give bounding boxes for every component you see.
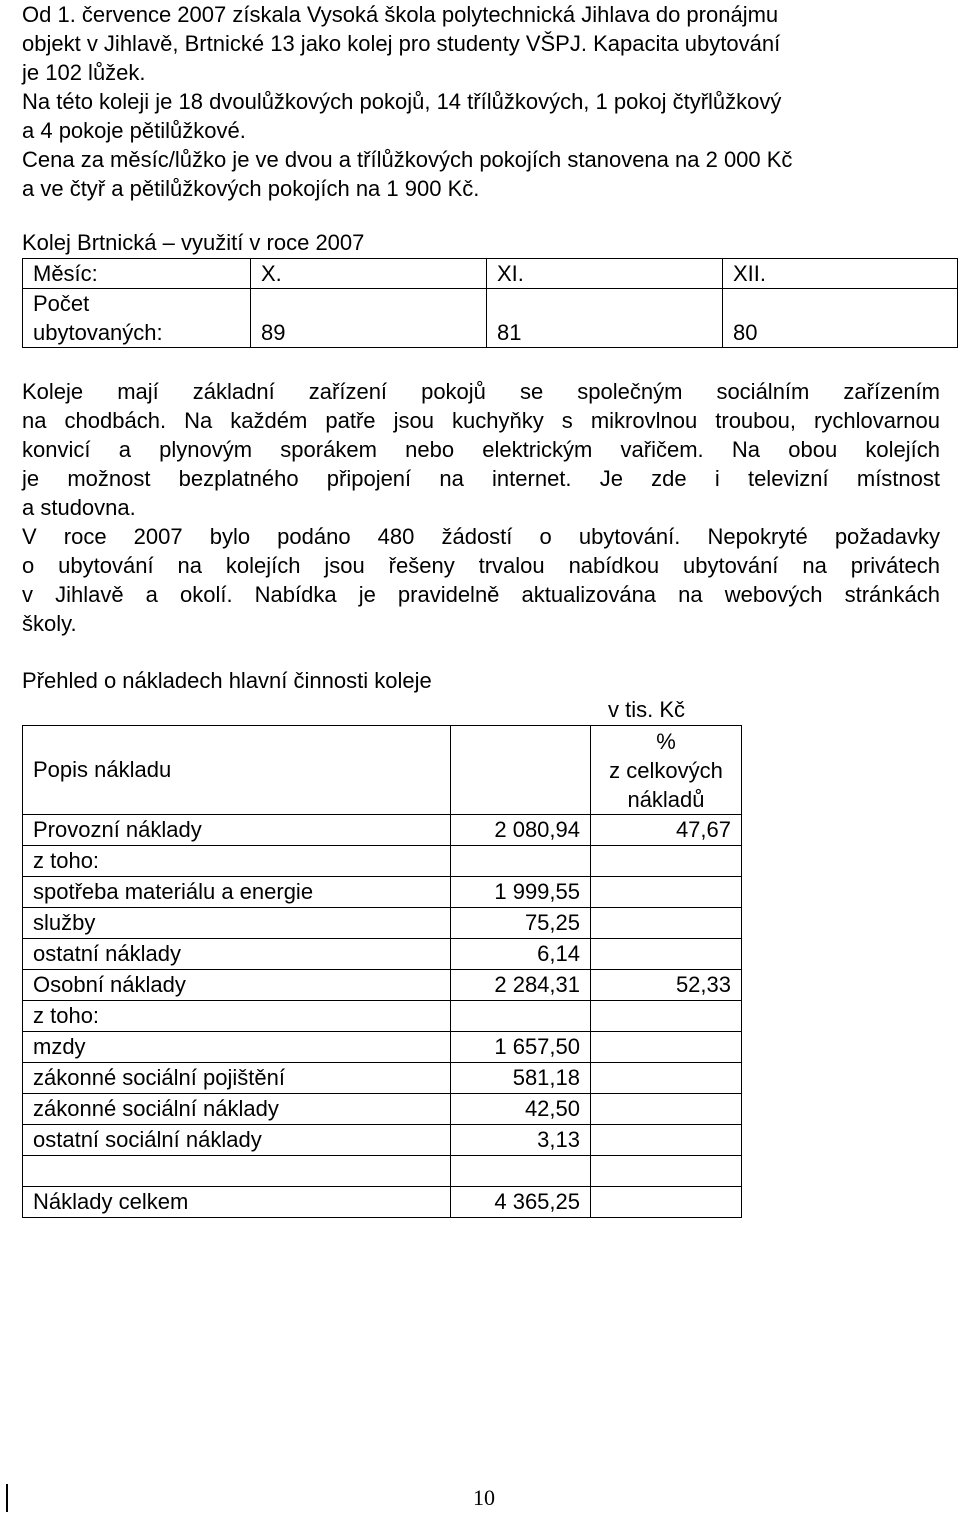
text-line: Od 1. července 2007 získala Vysoká škola polytechnická Jihlava do pronájmu (22, 2, 779, 27)
table-row (23, 1125, 742, 1156)
count-cell: 81 (487, 289, 723, 348)
cost-label: Provozní náklady (23, 815, 451, 846)
count-label (23, 289, 251, 348)
table-row (23, 289, 958, 348)
table-row (23, 970, 742, 1001)
count-cell: 80 (723, 289, 958, 348)
cost-value: 1 999,55 (451, 877, 591, 908)
page-number: 10 (473, 1485, 495, 1510)
empty-cell (591, 1156, 742, 1187)
text-line: a 4 pokoje pětilůžkové. (22, 118, 246, 143)
text-line: V roce 2007 bylo podáno 480 žádostí o ubytování. Nepokryté požadavky (22, 524, 940, 549)
cost-value (451, 846, 591, 877)
text-line: objekt v Jihlavě, Brtnické 13 jako kolej pro studenty VŠPJ. Kapacita ubytování (22, 31, 781, 56)
cost-percent (591, 908, 742, 939)
cost-percent (591, 877, 742, 908)
cost-label: služby (23, 908, 451, 939)
table-spacer-row (23, 1156, 742, 1187)
cost-value: 42,50 (451, 1094, 591, 1125)
total-value: 4 365,25 (451, 1187, 591, 1218)
table-row (23, 1063, 742, 1094)
cost-label: ostatní sociální náklady (23, 1125, 451, 1156)
text-line: v Jihlavě a okolí. Nabídka je pravidelně aktualizována na webových stránkách (22, 582, 940, 607)
cost-label: z toho: (23, 1001, 451, 1032)
cost-label: mzdy (23, 1032, 451, 1063)
cost-value: 2 080,94 (451, 815, 591, 846)
cost-percent (591, 1125, 742, 1156)
cost-value (451, 1001, 591, 1032)
percent-header-line: % (656, 728, 676, 754)
value-header (451, 726, 591, 815)
table-row (23, 908, 742, 939)
cost-value: 581,18 (451, 1063, 591, 1094)
description-header: Popis nákladu (23, 726, 451, 815)
table-header-row (23, 726, 742, 815)
count-label-line: ubytovaných: (33, 320, 163, 345)
total-label: Náklady celkem (23, 1187, 451, 1218)
cost-percent: 47,67 (591, 815, 742, 846)
cost-value: 1 657,50 (451, 1032, 591, 1063)
text-line: Koleje mají základní zařízení pokojů se společným sociálním zařízením (22, 379, 940, 404)
costs-title: Přehled o nákladech hlavní činnosti koleje (22, 668, 432, 693)
cost-label: zákonné sociální náklady (23, 1094, 451, 1125)
percent-header-line: nákladů (627, 786, 705, 812)
text-line: na chodbách. Na každém patře jsou kuchyňky s mikrovlnou troubou, rychlovarnou (22, 408, 940, 433)
cost-percent (591, 1094, 742, 1125)
text-line: je možnost bezplatného připojení na internet. Je zde i televizní místnost (22, 466, 940, 491)
cost-label: ostatní náklady (23, 939, 451, 970)
cost-label: zákonné sociální pojištění (23, 1063, 451, 1094)
table-row (23, 259, 958, 289)
intro-paragraph (22, 0, 940, 203)
text-line: a ve čtyř a pětilůžkových pokojích na 1 900 Kč. (22, 176, 480, 201)
percent-header-line: z celkových (609, 757, 723, 783)
empty-cell (23, 1156, 451, 1187)
utilization-table (22, 258, 958, 348)
costs-table (22, 725, 742, 1218)
percent-header (591, 726, 742, 815)
text-line: Na této koleji je 18 dvoulůžkových pokojů, 14 třílůžkových, 1 pokoj čtyřlůžkový (22, 89, 782, 114)
cost-label: spotřeba materiálu a energie (23, 877, 451, 908)
cost-value: 6,14 (451, 939, 591, 970)
cost-label: Osobní náklady (23, 970, 451, 1001)
table-row (23, 939, 742, 970)
total-percent (591, 1187, 742, 1218)
month-cell: XI. (487, 259, 723, 289)
cost-value: 3,13 (451, 1125, 591, 1156)
text-line: o ubytování na kolejích jsou řešeny trvalou nabídkou ubytování na privátech (22, 553, 940, 578)
cost-percent (591, 846, 742, 877)
month-cell: X. (251, 259, 487, 289)
table-row (23, 877, 742, 908)
cost-percent (591, 1063, 742, 1094)
text-line: školy. (22, 611, 77, 636)
text-line: a studovna. (22, 495, 136, 520)
costs-unit: v tis. Kč (608, 697, 686, 722)
count-label-line: Počet (33, 291, 90, 316)
table-total-row (23, 1187, 742, 1218)
utilization-title: Kolej Brtnická – využití v roce 2007 (22, 230, 365, 255)
table-row (23, 1032, 742, 1063)
cost-percent (591, 939, 742, 970)
count-cell: 89 (251, 289, 487, 348)
cost-percent: 52,33 (591, 970, 742, 1001)
cost-value: 75,25 (451, 908, 591, 939)
empty-cell (451, 1156, 591, 1187)
cost-percent (591, 1032, 742, 1063)
month-cell: XII. (723, 259, 958, 289)
cost-label: z toho: (23, 846, 451, 877)
cost-percent (591, 1001, 742, 1032)
table-row (23, 1001, 742, 1032)
text-line: konvicí a plynovým sporákem nebo elektrickým vařičem. Na obou kolejích (22, 437, 940, 462)
table-row (23, 815, 742, 846)
facilities-paragraph (22, 377, 940, 522)
cost-value: 2 284,31 (451, 970, 591, 1001)
table-row (23, 846, 742, 877)
text-line: je 102 lůžek. (22, 60, 146, 85)
applications-paragraph (22, 522, 940, 638)
month-label: Měsíc: (23, 259, 251, 289)
text-line: Cena za měsíc/lůžko je ve dvou a třílůžkových pokojích stanovena na 2 000 Kč (22, 147, 793, 172)
table-row (23, 1094, 742, 1125)
